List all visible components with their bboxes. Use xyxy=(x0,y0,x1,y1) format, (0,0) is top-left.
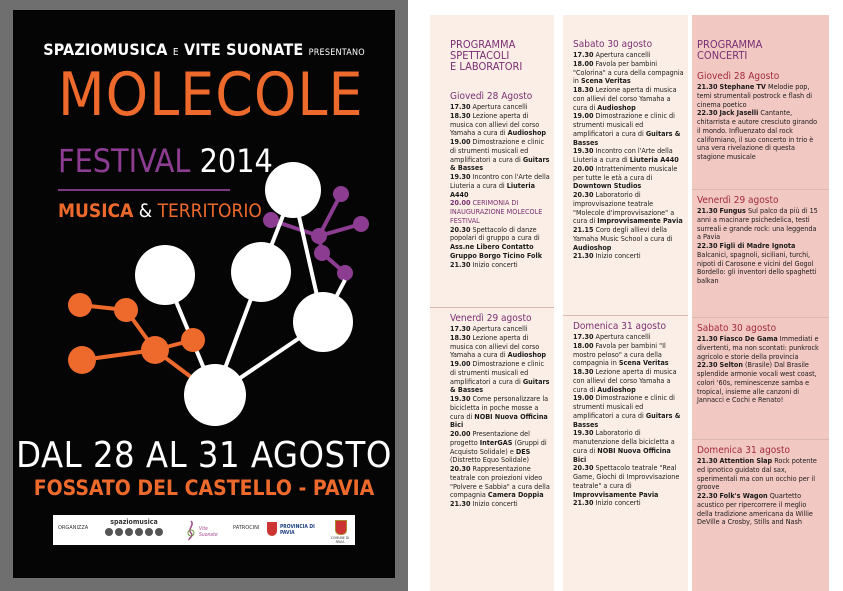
program-entry xyxy=(573,499,685,508)
entry-time: 18.00 xyxy=(573,58,594,68)
day-divider xyxy=(563,315,688,316)
column-title-line: SPETTACOLI xyxy=(450,49,510,62)
entry-organizer: Liuteria A440 xyxy=(629,155,679,164)
entry-time: 19.30 xyxy=(573,428,594,438)
program-entry xyxy=(697,457,822,492)
festival-word: FESTIVAL xyxy=(58,142,191,180)
entry-description: Apertura cancelli xyxy=(595,332,651,341)
entry-time: 18.30 xyxy=(573,85,594,94)
entry-time: 20.30 xyxy=(573,190,594,199)
subtitle-territorio: TERRITORIO xyxy=(157,200,262,222)
day-heading: Domenica 31 agosto xyxy=(697,445,790,456)
entry-time: 18.30 xyxy=(573,367,594,376)
entry-description: Dimostrazione e clinic di strumenti musicali ed amplificatori a cura di xyxy=(450,137,544,164)
entry-performer: Jack Jaselli xyxy=(719,108,759,118)
day-block xyxy=(697,71,822,162)
purple-atom xyxy=(311,228,327,244)
entry-description: Melodie pop, temi strumentali postrock e flash di cinema poetico xyxy=(697,82,813,109)
entry-time: 19.00 xyxy=(573,111,594,121)
entry-organizer: Audioshop xyxy=(597,384,636,394)
entry-time: 21.30 xyxy=(450,499,471,508)
column-title xyxy=(450,39,522,72)
column-title-line: PROGRAMMA xyxy=(450,38,516,51)
purple-atom xyxy=(263,212,279,228)
entry-description: Apertura cancelli xyxy=(472,324,528,333)
program-entry xyxy=(697,492,822,527)
day-block xyxy=(573,321,685,508)
entry-performer: Selton xyxy=(719,360,743,370)
column-title-line: CONCERTI xyxy=(697,49,748,62)
entry-time: 18.00 xyxy=(573,340,594,350)
day-block xyxy=(697,323,822,405)
entry-description: Rappresentazione teatrale con proiezioni video "Polvere e Sabbia" a cura della compagnia xyxy=(450,464,550,500)
entry-performer: Stephane TV xyxy=(719,82,766,91)
entry-time: 19.30 xyxy=(450,172,471,181)
orange-atom xyxy=(181,328,205,352)
program-column-weekend xyxy=(563,15,688,591)
sponsor-dot-icon xyxy=(145,528,153,536)
header-spaziomusica: SPAZIOMUSICA xyxy=(43,40,168,59)
program-entry xyxy=(450,395,550,430)
entry-time: 20.30 xyxy=(573,463,594,473)
entry-organizer: DES xyxy=(515,446,531,456)
entry-performer: Attention Slap xyxy=(719,456,773,465)
entry-time: 17.30 xyxy=(450,324,471,333)
entry-time: 20.00 xyxy=(573,163,594,173)
entry-organizer: Ass.ne Libero Contatto Gruppo Borgo Ticino Folk xyxy=(450,242,542,260)
entry-description: CERIMONIA DI INAUGURAZIONE MOLECOLE FESTIVAL xyxy=(450,198,543,225)
entry-description: Inizio concerti xyxy=(472,499,518,508)
entry-time: 19.00 xyxy=(450,137,471,146)
spaziomusica-name: spaziomusica xyxy=(110,518,158,526)
entry-time: 20.00 xyxy=(450,198,471,208)
entry-organizer: NOBI Nuova Officina Bici xyxy=(450,411,548,430)
entry-organizer: Liuteria A440 xyxy=(450,180,535,199)
program-entry xyxy=(697,109,822,162)
entry-time: 22.30 xyxy=(697,241,718,250)
entry-description: (Brasile) Dal Brasile splendide armonie vocali west coast, colori '60s, reminescenze samba e tropical, insieme alle canzoni di Jannacci e Cochi e Renato! xyxy=(697,360,817,405)
entry-time: 17.30 xyxy=(573,332,594,341)
entry-time: 21.30 xyxy=(573,498,594,508)
entry-description: Laboratorio di manutenzione della bicicletta a cura di xyxy=(573,428,675,455)
entry-time: 21.30 xyxy=(697,334,718,343)
header-e: E xyxy=(172,47,179,58)
provincia-name: PROVINCIA DI PAVIA xyxy=(280,524,315,536)
entry-description: Coro degli allievi della Yamaha Music School a cura di xyxy=(573,225,673,243)
subtitle-amp: & xyxy=(138,200,153,222)
entry-performer: Fungus xyxy=(719,206,746,215)
program-entry xyxy=(573,226,685,252)
entry-time: 17.30 xyxy=(450,102,471,111)
entry-time: 22.30 xyxy=(697,491,718,500)
entry-description: Cantante, chitarrista e autore cresciuto girando il mondo. Influenzato dal rock californiano, il suo concerto in trio è una vera rivelazione di questa stagione musicale xyxy=(697,108,818,161)
poster-dates: DAL 28 AL 31 AGOSTO xyxy=(16,435,392,476)
entry-description: Sul palco da più di 15 anni a macinare psichedelica, testi surreali e grande rock: una leggenda a Pavia xyxy=(697,206,818,242)
purple-atom xyxy=(353,216,369,232)
white-atom xyxy=(135,245,195,305)
day-block xyxy=(450,91,550,269)
program-entry xyxy=(573,60,685,86)
entry-description: Spettacolo di danze popolari di gruppo a cura di xyxy=(450,224,540,243)
program-entry xyxy=(450,430,550,465)
orange-atom xyxy=(68,346,96,374)
program-entry xyxy=(450,261,550,270)
entry-organizer: Guitars & Basses xyxy=(450,154,550,173)
entry-organizer: Scena Veritas xyxy=(580,76,631,86)
entry-performer: Figli di Madre Ignota xyxy=(719,241,796,250)
day-divider xyxy=(692,317,829,318)
entry-organizer: Scena Veritas xyxy=(618,358,669,368)
sponsor-bar xyxy=(53,515,355,545)
entry-time: 18.30 xyxy=(450,110,471,120)
white-atom xyxy=(231,242,291,302)
entry-organizer: Audioshop xyxy=(573,242,612,252)
treble-clef-icon xyxy=(183,519,199,541)
day-block xyxy=(697,195,822,286)
orange-atom xyxy=(68,293,92,317)
column-title-line: PROGRAMMA xyxy=(697,38,763,51)
program-entry xyxy=(573,394,685,429)
sponsor-dot-icon xyxy=(155,528,163,536)
entry-time: 19.00 xyxy=(573,393,594,403)
entry-time: 20.30 xyxy=(450,464,471,473)
entry-time: 18.30 xyxy=(450,332,471,342)
comune-crest-icon xyxy=(335,520,347,535)
program-entry xyxy=(573,112,685,147)
day-heading: Sabato 30 agosto xyxy=(697,323,777,334)
entry-time: 21.30 xyxy=(573,251,594,261)
program-sheet xyxy=(430,15,843,591)
entry-description: Lezione aperta di musica con allievi del corso Yamaha a cura di xyxy=(450,332,540,360)
festival-year: 2014 xyxy=(199,142,273,180)
program-entry xyxy=(697,207,822,242)
entry-description: Incontro con l'Arte della Liuteria a cura di xyxy=(573,146,673,164)
day-block xyxy=(697,445,822,527)
entry-time: 19.30 xyxy=(450,394,471,403)
entry-time: 22.30 xyxy=(697,360,718,370)
entry-description: Apertura cancelli xyxy=(595,50,651,59)
program-entry xyxy=(573,342,685,368)
program-entry xyxy=(697,335,822,361)
program-entry xyxy=(573,464,685,499)
entry-time: 19.30 xyxy=(573,146,594,156)
column-title-line: E LABORATORI xyxy=(450,60,523,73)
comune-name: COMUNE DI PAVIA xyxy=(330,536,350,544)
purple-atom xyxy=(333,186,349,202)
comune-logo xyxy=(328,518,352,542)
entry-description: Laboratorio di improvvisazione teatrale "Molecole d'improvvisazione" a cura di xyxy=(573,190,675,226)
orange-atoms xyxy=(68,293,205,374)
entry-time: 22.30 xyxy=(697,108,718,118)
sponsor-dot-icon xyxy=(135,528,143,536)
entry-organizer: Improvvisamente Pavia xyxy=(597,216,683,226)
orange-atom xyxy=(114,298,138,322)
entry-organizer: Downtown Studios xyxy=(573,181,642,191)
program-entry xyxy=(450,500,550,509)
entry-description: Quartetto acustico per ripercorrere il meglio della tradizione americana da Willie DeVille a Crosby, Stills and Nash xyxy=(697,491,813,527)
entry-description: Inizio concerti xyxy=(595,251,641,261)
white-atom xyxy=(265,162,321,218)
program-entry xyxy=(573,368,685,394)
entry-performer: Folk's Wagon xyxy=(719,491,768,500)
entry-description: (Distretto Equo Solidale) xyxy=(450,455,530,465)
entry-description: Lezione aperta di musica con allievi del corso Yamaha a cura di xyxy=(450,110,540,138)
program-entry xyxy=(697,83,822,109)
poster-title: MOLECOLE xyxy=(58,60,364,130)
header-vite-suonate: VITE SUONATE xyxy=(183,40,304,59)
day-heading: Sabato 30 agosto xyxy=(573,39,653,50)
entry-description: Presentazione del progetto xyxy=(450,429,530,447)
entry-description: Inizio concerti xyxy=(595,498,641,508)
subtitle-musica: MUSICA xyxy=(58,200,134,222)
entry-time: 17.30 xyxy=(573,50,594,59)
day-divider xyxy=(692,189,829,190)
entry-description: Favola per bambini "Colorina" a cura della compagnia in xyxy=(573,58,684,86)
day-heading: Venerdì 29 agosto xyxy=(697,195,779,206)
entry-description: Lezione aperta di musica con allievi del corso Yamaha a cura di xyxy=(573,85,677,112)
entry-description: Spettacolo teatrale "Real Game, Giochi di Improvvisazione teatrale" a cura di xyxy=(573,463,680,490)
program-entry xyxy=(450,334,550,360)
entry-time: 20.30 xyxy=(450,224,471,234)
column-title xyxy=(697,39,762,61)
entry-description: Dimostrazione e clinic di strumenti musicali ed amplificatori a cura di xyxy=(573,111,675,138)
entry-time: 21.30 xyxy=(450,259,471,269)
entry-description: Come personalizzare la bicicletta in poche mosse a cura di xyxy=(450,394,549,421)
sponsor-dot-icon xyxy=(125,528,133,536)
program-entry xyxy=(450,199,550,225)
program-entry xyxy=(450,173,550,199)
entry-time: 21.30 xyxy=(697,206,718,215)
white-atom xyxy=(184,364,246,426)
vite-suonate-name: Vite Suonate xyxy=(199,526,218,538)
poster-place: FOSSATO DEL CASTELLO - PAVIA xyxy=(33,476,375,500)
white-atom xyxy=(293,292,353,352)
sponsor-dot-icon xyxy=(105,528,113,536)
white-atoms xyxy=(135,162,353,426)
orange-atom xyxy=(141,336,169,364)
entry-time: 21.30 xyxy=(697,82,718,91)
purple-atom xyxy=(314,245,330,261)
sponsor-dot-icon xyxy=(115,528,123,536)
spaziomusica-logo xyxy=(103,518,165,542)
entry-time: 21.15 xyxy=(573,225,594,234)
provincia-logo xyxy=(265,518,315,542)
program-entry xyxy=(573,191,685,226)
entry-description: Favola per bambini "Il mostro peloso" a cura della compagnia in xyxy=(573,340,666,368)
entry-organizer: NOBI Nuova Officina Bici xyxy=(573,445,671,464)
program-entry xyxy=(697,361,822,405)
purple-atom xyxy=(337,265,353,281)
program-entry xyxy=(573,86,685,112)
entry-time: 20.00 xyxy=(450,429,471,438)
entry-description: Dimostrazione e clinic di strumenti musicali ed amplificatori a cura di xyxy=(450,359,544,386)
entry-description: Apertura cancelli xyxy=(472,102,528,111)
entry-time: 19.00 xyxy=(450,359,471,368)
spaziomusica-icons xyxy=(103,528,165,536)
entry-description: Inizio concerti xyxy=(472,259,518,269)
day-heading: Giovedì 28 Agosto xyxy=(450,91,533,102)
day-heading: Domenica 31 agosto xyxy=(573,321,666,332)
program-entry xyxy=(697,242,822,286)
poster-frame xyxy=(0,0,408,591)
poster xyxy=(13,10,395,578)
program-column-concerts xyxy=(692,15,829,591)
header-presentano: PRESENTANO xyxy=(308,48,365,58)
day-block xyxy=(450,313,550,509)
program-entry xyxy=(450,138,550,173)
entry-description: Lezione aperta di musica con allievi del corso Yamaha a cura di xyxy=(573,367,677,394)
entry-description: Incontro con l'Arte della Liuteria a cura di xyxy=(450,172,550,190)
day-heading: Giovedì 28 Agosto xyxy=(697,71,780,82)
patrocini-label: PATROCINI xyxy=(233,525,260,531)
program-entry xyxy=(450,360,550,395)
entry-organizer: Guitars & Basses xyxy=(573,410,681,429)
entry-description: Balcanici, spagnoli, siciliani, turchi, nipoti di Carosone e vicini del Gogol Bordello: gli inventori dello spaghetti balkan xyxy=(697,249,817,285)
day-heading: Venerdì 29 agosto xyxy=(450,313,532,324)
entry-organizer: Audioshop xyxy=(507,128,547,138)
entry-organizer: Audioshop xyxy=(597,102,636,112)
vite-suonate-logo xyxy=(183,518,223,542)
day-divider xyxy=(430,307,554,308)
entry-performer: Fiasco De Gama xyxy=(719,334,778,343)
entry-description: Immediati e divertenti, ma non scontati: punkrock agricolo e storie della provincia xyxy=(697,334,819,361)
program-entry xyxy=(573,165,685,191)
entry-organizer: Camera Doppia xyxy=(487,490,544,500)
entry-organizer: Guitars & Basses xyxy=(450,376,550,395)
program-entry xyxy=(573,252,685,261)
entry-organizer: Audioshop xyxy=(507,350,547,360)
entry-description: (Gruppi di Acquisto Solidale) e xyxy=(450,437,547,456)
entry-description: Intrattenimento musicale per tutte le età a cura di xyxy=(573,163,678,182)
entry-description: Rock potente ed ipnotico guidato dal sax, sperimentali ma con un occhio per il groove xyxy=(697,456,817,492)
entry-organizer: InterGAS xyxy=(479,437,513,447)
entry-time: 21.30 xyxy=(697,456,718,465)
program-entry xyxy=(573,147,685,165)
program-entry xyxy=(450,226,550,261)
day-block xyxy=(573,39,685,261)
program-entry xyxy=(450,112,550,138)
organizza-label: ORGANIZZA xyxy=(58,525,89,531)
program-entry xyxy=(573,429,685,464)
program-column-workshops xyxy=(430,15,554,591)
provincia-shield-icon xyxy=(267,522,277,536)
entry-organizer: Improvvisamente Pavia xyxy=(573,489,659,499)
entry-organizer: Guitars & Basses xyxy=(573,128,681,147)
entry-description: Dimostrazione e clinic di strumenti musicali ed amplificatori a cura di xyxy=(573,393,675,420)
day-divider xyxy=(692,439,829,440)
program-entry xyxy=(450,465,550,500)
